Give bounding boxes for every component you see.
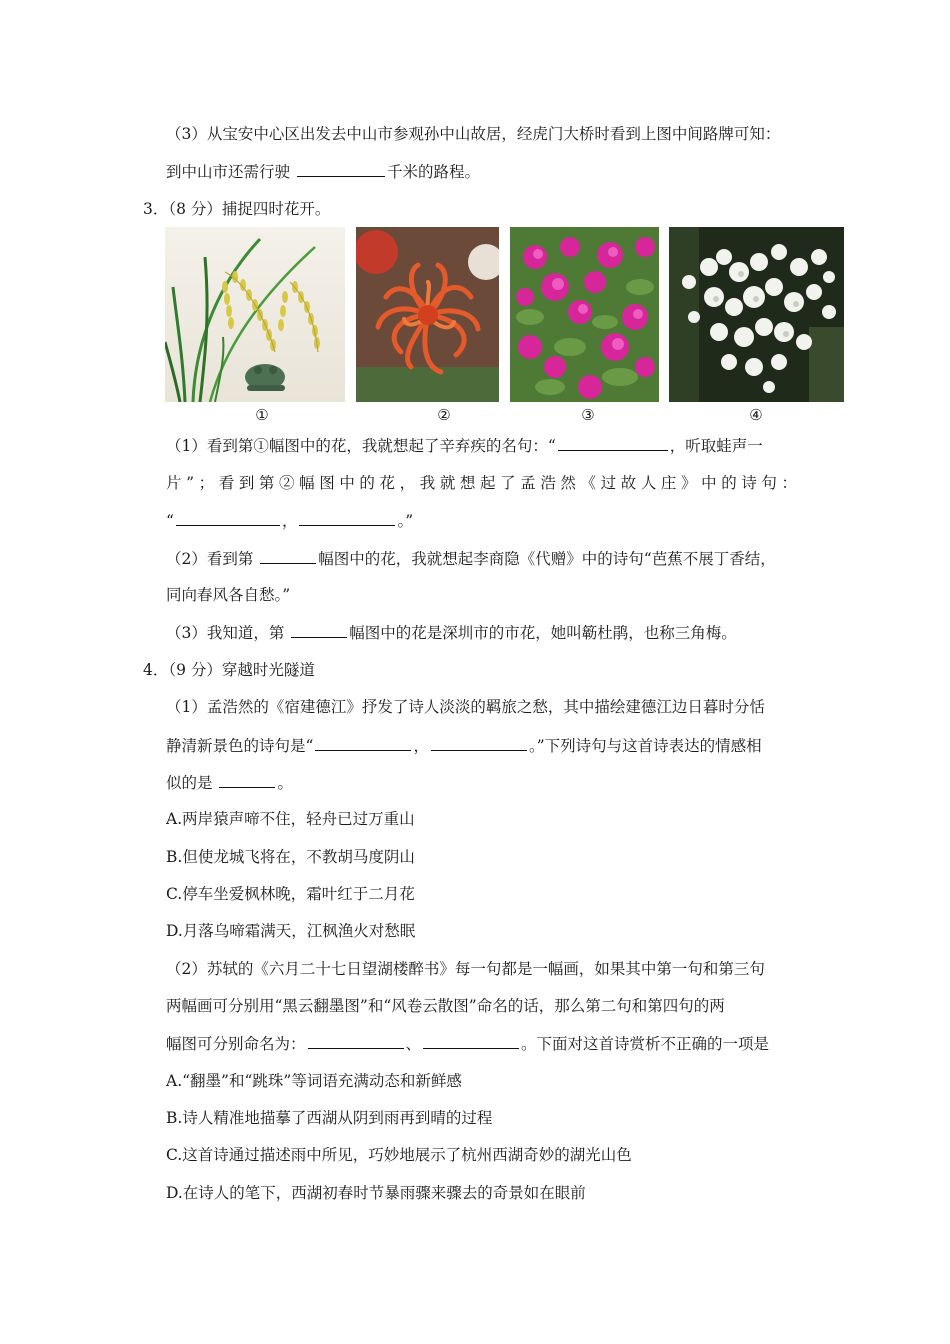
question-2-3-line1: （3）从宝安中心区出发去中山市参观孙中山故居，经虎门大桥时看到上图中间路牌可知： <box>166 125 781 143</box>
question-3-2-line2: 同向春风各自愁。” <box>166 586 291 604</box>
answer-blank[interactable] <box>260 548 316 564</box>
question-4-1-line3: 似的是 。 <box>166 774 293 792</box>
white-flowers-image <box>669 227 844 402</box>
question-4-2-line1: （2）苏轼的《六月二十七日望湖楼醉书》每一句都是一幅画，如果其中第一句和第三句 <box>166 960 765 978</box>
answer-blank[interactable] <box>219 772 275 788</box>
caption-4: ④ <box>749 406 763 424</box>
caption-2: ② <box>437 406 451 424</box>
question-2-3-line2: 到中山市还需行驶 千米的路程。 <box>166 163 480 181</box>
answer-blank[interactable] <box>315 735 411 751</box>
caption-1: ① <box>255 406 269 424</box>
question-3-1-line3: “ ， 。” <box>166 512 414 530</box>
question-4-1-line1: （1）孟浩然的《宿建德江》抒发了诗人淡淡的羁旅之愁，其中描绘建德江边日暮时分恬 <box>166 698 765 716</box>
option-b[interactable]: B.诗人精准地描摹了西湖从阴到雨再到晴的过程 <box>166 1109 493 1127</box>
chrysanthemum-image <box>356 227 499 402</box>
question-3-1-line2: 片”；看到第②幅图中的花，我就想起了孟浩然《过故人庄》中的诗句： <box>166 474 802 492</box>
option-a[interactable]: A.两岸猿声啼不住，轻舟已过万重山 <box>166 810 415 828</box>
option-a[interactable]: A.“翻墨”和“跳珠”等词语充满动态和新鲜感 <box>166 1072 462 1090</box>
question-4-title: 4．（9 分）穿越时光隧道 <box>143 661 315 679</box>
rice-flower-image <box>165 227 345 402</box>
question-3-1-line1: （1）看到第①幅图中的花，我就想起了辛弃疾的名句：“ ，听取蛙声一 <box>166 437 763 455</box>
answer-blank[interactable] <box>297 161 385 177</box>
answer-blank[interactable] <box>299 510 395 526</box>
answer-blank[interactable] <box>558 435 668 451</box>
bougainvillea-image <box>510 227 659 402</box>
question-3-title: 3．（8 分）捕捉四时花开。 <box>143 200 331 218</box>
answer-blank[interactable] <box>431 735 527 751</box>
option-c[interactable]: C.停车坐爱枫林晚，霜叶红于二月花 <box>166 885 415 903</box>
answer-blank[interactable] <box>176 510 280 526</box>
question-4-1-line2: 静清新景色的诗句是“ ， 。”下列诗句与这首诗表达的情感相 <box>166 737 762 755</box>
answer-blank[interactable] <box>291 622 347 638</box>
question-3-3: （3）我知道，第 幅图中的花是深圳市的市花，她叫簕杜鹃，也称三角梅。 <box>166 624 737 642</box>
option-d[interactable]: D.在诗人的笔下，西湖初春时节暴雨骤来骤去的奇景如在眼前 <box>166 1184 586 1202</box>
option-c[interactable]: C.这首诗通过描述雨中所见，巧妙地展示了杭州西湖奇妙的湖光山色 <box>166 1146 632 1164</box>
caption-3: ③ <box>581 406 595 424</box>
answer-blank[interactable] <box>423 1033 519 1049</box>
option-d[interactable]: D.月落乌啼霜满天，江枫渔火对愁眠 <box>166 922 416 940</box>
question-3-2-line1: （2）看到第 幅图中的花，我就想起李商隐《代赠》中的诗句“芭蕉不展丁香结， <box>166 550 776 568</box>
question-4-2-line2: 两幅画可分别用“黑云翻墨图”和“风卷云散图”命名的话，那么第二句和第四句的两 <box>166 997 725 1015</box>
answer-blank[interactable] <box>308 1033 404 1049</box>
option-b[interactable]: B.但使龙城飞将在，不教胡马度阴山 <box>166 848 415 866</box>
question-4-2-line3: 幅图可分别命名为： 、 。下面对这首诗赏析不正确的一项是 <box>166 1035 770 1053</box>
